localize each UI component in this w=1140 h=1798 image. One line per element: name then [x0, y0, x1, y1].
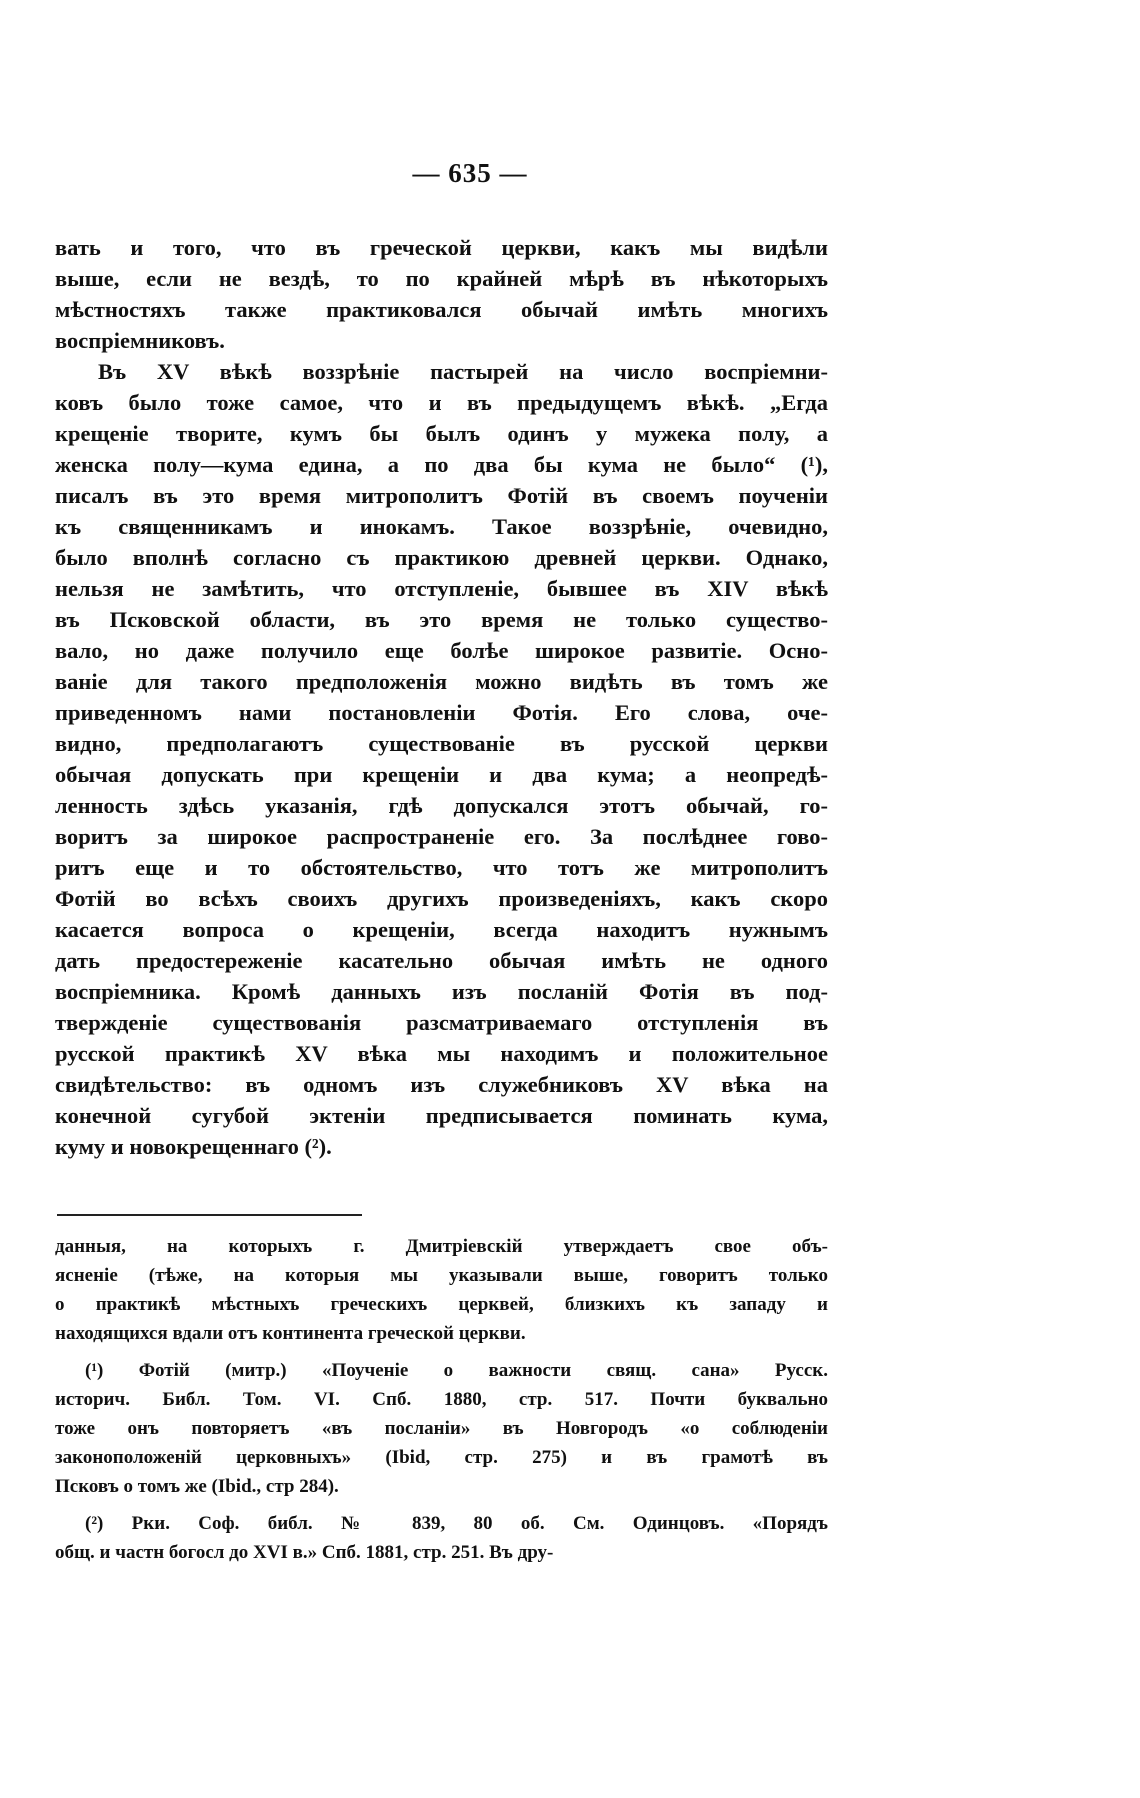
paragraph-first-line: Въ XV вѣкѣ воззрѣніе пастырей на число воспріемни-	[98, 359, 828, 384]
footnote-line: (²) Рки. Соф. библ. № 839, 80 об. См. Одинцовъ. «Порядъ	[85, 1513, 828, 1534]
text-line: касается вопроса о крещеніи, всегда находитъ нужнымъ	[55, 917, 828, 942]
footnote-line: историч. Библ. Том. VI. Спб. 1880, стр. 517. Почти буквально	[55, 1389, 828, 1410]
text-line: было вполнѣ согласно съ практикою древней церкви. Однако,	[55, 545, 828, 570]
text-line: воспріемниковъ.	[55, 328, 225, 353]
text-line: воспріемника. Кромѣ данныхъ изъ посланій Фотія въ под-	[55, 979, 828, 1004]
text-line: женска полу—кума едина, а по два бы кума не было“ (¹),	[55, 452, 828, 477]
page-number: — 635 —	[412, 158, 528, 188]
text-line: крещеніе творите, кумъ бы былъ одинъ у мужека полу, а	[55, 421, 828, 446]
text-line: писалъ въ это время митрополитъ Фотій въ своемъ поученіи	[55, 483, 828, 508]
footnote-line: тоже онъ повторяетъ «въ посланіи» въ Новгородъ «о соблюденіи	[55, 1418, 828, 1439]
text-line: Фотій во всѣхъ своихъ другихъ произведеніяхъ, какъ скоро	[55, 886, 828, 911]
text-line: къ священникамъ и инокамъ. Такое воззрѣніе, очевидно,	[55, 514, 828, 539]
footnote-continuation	[55, 1232, 828, 1348]
text-line: вало, но даже получило еще болѣе широкое развитіе. Осно-	[55, 638, 828, 663]
text-line: дать предостереженіе касательно обычая имѣть не одного	[55, 948, 828, 973]
footnote-line: о практикѣ мѣстныхъ греческихъ церквей, близкихъ къ западу и	[55, 1294, 828, 1315]
text-line: мѣстностяхъ также практиковался обычай имѣть многихъ	[55, 297, 828, 322]
text-line: ковъ было тоже самое, что и въ предыдущемъ вѣкѣ. „Егда	[55, 390, 828, 415]
text-line: вать и того, что въ греческой церкви, какъ мы видѣли	[55, 235, 828, 260]
text-line: русской практикѣ XV вѣка мы находимъ и положительное	[55, 1041, 828, 1066]
text-line: приведенномъ нами постановленіи Фотія. Его слова, оче-	[55, 700, 828, 725]
footnote-line: Псковъ о томъ же (Ibid., стр 284).	[55, 1476, 339, 1497]
footnote-divider	[57, 1214, 362, 1216]
text-line: куму и новокрещеннаго (²).	[55, 1134, 332, 1159]
footnote-line: законоположеній церковныхъ» (Ibid, стр. 275) и въ грамотѣ въ	[55, 1447, 828, 1468]
footnote-line: общ. и частн богосл до XVI в.» Спб. 1881, стр. 251. Въ дру-	[55, 1542, 554, 1563]
footnote-2	[55, 1509, 828, 1567]
text-line: ваніе для такого предположенія можно видѣть въ томъ же	[55, 669, 828, 694]
text-line: нельзя не замѣтить, что отступленіе, бывшее въ XIV вѣкѣ	[55, 576, 828, 601]
footnote-line: данныя, на которыхъ г. Дмитріевскій утверждаетъ свое объ-	[55, 1236, 828, 1257]
text-line: твержденіе существованія разсматриваемаго отступленія въ	[55, 1010, 828, 1035]
text-line: свидѣтельство: въ одномъ изъ служебниковъ XV вѣка на	[55, 1072, 828, 1097]
text-line: выше, если не вездѣ, то по крайней мѣрѣ въ нѣкоторыхъ	[55, 266, 828, 291]
footnote-line: ясненіе (тѣже, на которыя мы указывали выше, говоритъ только	[55, 1265, 828, 1286]
footnote-line: (¹) Фотій (митр.) «Поученіе о важности свящ. сана» Русск.	[85, 1360, 828, 1381]
text-line: конечной сугубой эктеніи предписывается поминать кума,	[55, 1103, 828, 1128]
main-text	[55, 232, 828, 1162]
text-line: ритъ еще и то обстоятельство, что тотъ же митрополитъ	[55, 855, 828, 880]
text-line: обычая допускать при крещеніи и два кума; а неопредѣ-	[55, 762, 828, 787]
text-line: видно, предполагаютъ существованіе въ русской церкви	[55, 731, 828, 756]
footnote-1	[55, 1356, 828, 1501]
footnotes	[55, 1232, 828, 1575]
footnote-line: находящихся вдали отъ континента греческой церкви.	[55, 1323, 526, 1344]
text-line: воритъ за широкое распространеніе его. За послѣднее гово-	[55, 824, 828, 849]
text-line: ленность здѣсь указанія, гдѣ допускался этотъ обычай, го-	[55, 793, 828, 818]
text-line: въ Псковской области, въ это время не только существо-	[55, 607, 828, 632]
